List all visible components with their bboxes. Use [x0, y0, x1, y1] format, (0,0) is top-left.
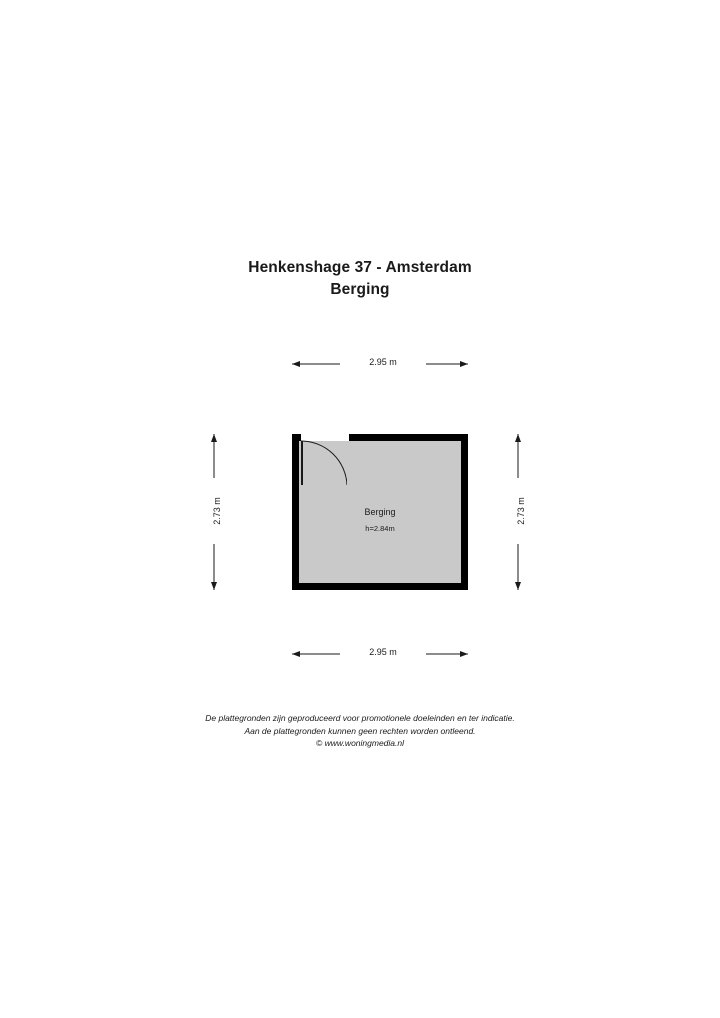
dimension-label-bottom: 2.95 m — [340, 647, 426, 657]
title-floor: Berging — [330, 281, 390, 298]
footer-copyright: © www.woningmedia.nl — [316, 738, 404, 748]
title-address: Henkenshage 37 - Amsterdam — [248, 259, 472, 276]
door-swing-arc — [299, 439, 347, 487]
dimension-label-left: 2.73 m — [212, 478, 222, 544]
footer-line-1: De plattegronden zijn geproduceerd voor promotionele doeleinden en ter indicatie. — [205, 713, 515, 723]
dimension-label-right: 2.73 m — [516, 478, 526, 544]
room-height-label: h=2.84m — [365, 524, 395, 533]
dimension-label-top: 2.95 m — [340, 357, 426, 367]
footer-disclaimer — [0, 712, 720, 750]
footer-line-2: Aan de plattegronden kunnen geen rechten worden ontleend. — [244, 725, 476, 736]
room-label: Berging — [364, 507, 396, 517]
